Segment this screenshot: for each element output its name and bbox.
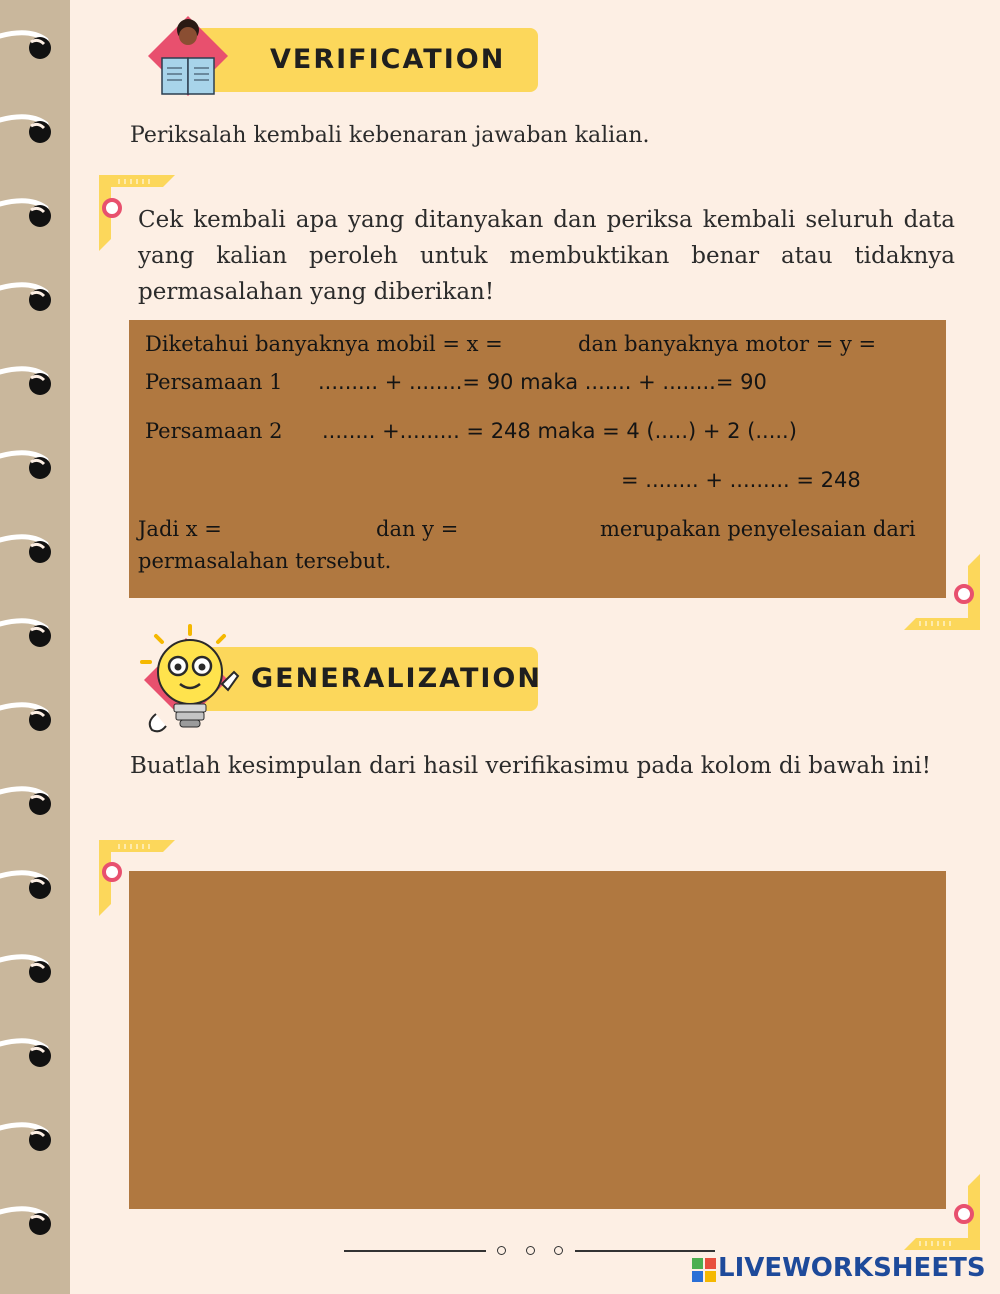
spiral-ring	[0, 1118, 64, 1158]
conclusion-rest: merupakan penyelesaian dari	[600, 517, 916, 541]
liveworksheets-brand: LIVEWORKSHEETS	[718, 1253, 986, 1283]
spiral-ring	[0, 26, 64, 66]
verification-intro: Periksalah kembali kebenaran jawaban kalian.	[130, 123, 650, 148]
spiral-ring	[0, 866, 64, 906]
spiral-ring	[0, 698, 64, 738]
spiral-ring	[0, 278, 64, 318]
footer-dot	[497, 1246, 506, 1255]
equation-2-label: Persamaan 2	[145, 419, 283, 443]
spiral-ring	[0, 194, 64, 234]
generalization-answer-box[interactable]	[129, 871, 946, 1209]
spiral-ring	[0, 1202, 64, 1242]
liveworksheets-logo-icon	[692, 1258, 716, 1282]
equation-2-result: = ........ + ......... = 248	[621, 468, 861, 492]
spiral-ring	[0, 782, 64, 822]
spiral-ring	[0, 446, 64, 486]
footer-dot	[526, 1246, 535, 1255]
spiral-ring	[0, 1034, 64, 1074]
spiral-ring	[0, 362, 64, 402]
footer-divider-left	[344, 1250, 486, 1252]
reader-icon	[140, 6, 236, 102]
footer-dot	[554, 1246, 563, 1255]
equation-2-expression: ........ +......... = 248 maka = 4 (.....) + 2 (.....)	[322, 419, 797, 443]
equation-1-expression: ......... + ........= 90 maka ....... + ........= 90	[318, 370, 767, 394]
generalization-instruction: Buatlah kesimpulan dari hasil verifikasimu pada kolom di bawah ini!	[130, 753, 932, 779]
spiral-ring	[0, 614, 64, 654]
generalization-title: GENERALIZATION	[251, 663, 542, 694]
conclusion-x: Jadi x =	[138, 517, 222, 541]
lightbulb-icon	[136, 622, 246, 740]
spiral-ring	[0, 110, 64, 150]
conclusion-end: permasalahan tersebut.	[138, 549, 392, 573]
footer-divider-right	[575, 1250, 715, 1252]
corner-decoration	[900, 1170, 980, 1250]
known-motors-text: dan banyaknya motor = y =	[578, 332, 877, 356]
verification-title: VERIFICATION	[270, 44, 506, 75]
conclusion-y: dan y =	[376, 517, 459, 541]
known-cars-text: Diketahui banyaknya mobil = x =	[145, 332, 503, 356]
corner-decoration	[900, 550, 980, 630]
spiral-ring	[0, 530, 64, 570]
verification-instruction: Cek kembali apa yang ditanyakan dan periksa kembali seluruh data yang kalian peroleh untuk membuktikan benar atau tidaknya permasalahan yang diberikan!	[138, 207, 955, 305]
equation-1-label: Persamaan 1	[145, 370, 283, 394]
spiral-ring	[0, 950, 64, 990]
